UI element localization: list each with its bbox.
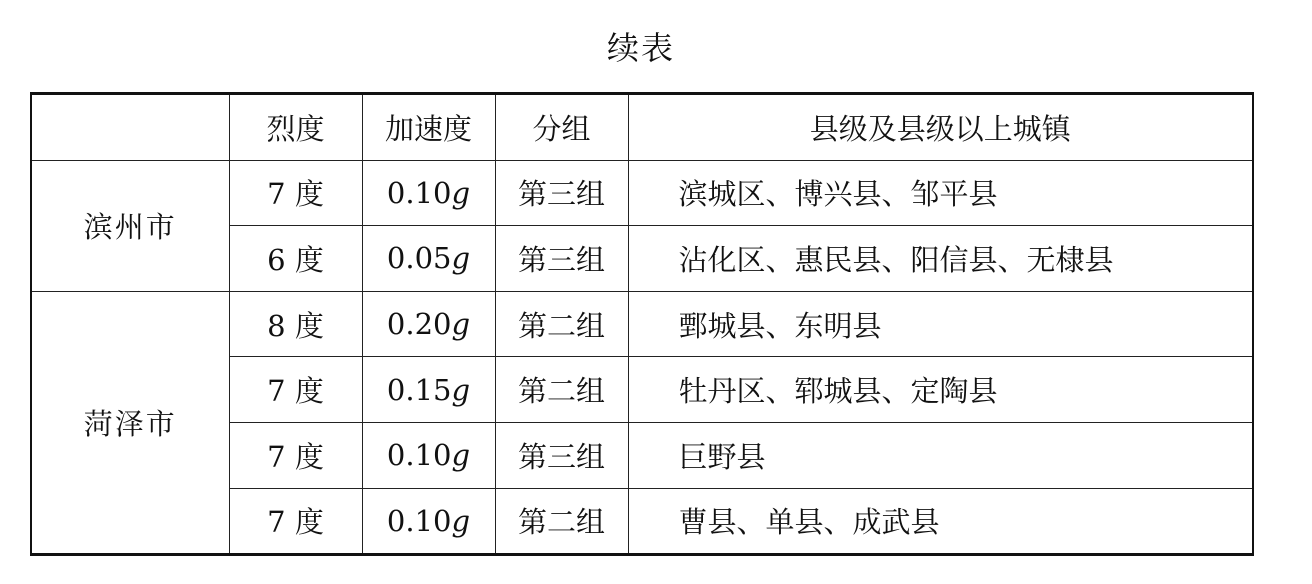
acceleration-unit: g <box>451 503 471 538</box>
intensity-cell: 7 度 <box>229 422 362 488</box>
table-title: 续表 <box>606 29 675 67</box>
city-cell: 滨州市 <box>31 160 229 291</box>
header-towns: 县级及县级以上城镇 <box>628 94 1253 161</box>
acceleration-unit: g <box>451 307 471 342</box>
city-cell: 菏泽市 <box>31 291 229 554</box>
group-cell: 第三组 <box>495 422 628 488</box>
acceleration-unit: g <box>451 372 471 407</box>
acceleration-cell <box>362 488 495 555</box>
acceleration-value: 0.10 <box>386 175 452 210</box>
group-cell: 第三组 <box>495 160 628 226</box>
towns-cell: 巨野县 <box>628 422 1253 488</box>
header-group: 分组 <box>495 94 628 161</box>
intensity-cell: 6 度 <box>229 226 362 292</box>
acceleration-unit: g <box>451 175 471 210</box>
intensity-cell: 7 度 <box>229 160 362 226</box>
table-row <box>31 291 1253 357</box>
group-cell: 第三组 <box>495 226 628 292</box>
towns-cell: 沾化区、惠民县、阳信县、无棣县 <box>628 226 1253 292</box>
acceleration-value: 0.20 <box>386 307 452 342</box>
acceleration-value: 0.10 <box>386 503 452 538</box>
acceleration-cell <box>362 226 495 292</box>
acceleration-cell <box>362 160 495 226</box>
group-cell: 第二组 <box>495 357 628 423</box>
intensity-cell: 7 度 <box>229 357 362 423</box>
header-intensity: 烈度 <box>229 94 362 161</box>
acceleration-unit: g <box>451 438 471 473</box>
group-cell: 第二组 <box>495 291 628 357</box>
acceleration-value: 0.15 <box>386 372 452 407</box>
acceleration-cell <box>362 422 495 488</box>
seismic-zoning-table <box>30 92 1254 556</box>
towns-cell: 滨城区、博兴县、邹平县 <box>628 160 1253 226</box>
towns-cell: 牡丹区、郓城县、定陶县 <box>628 357 1253 423</box>
intensity-cell: 8 度 <box>229 291 362 357</box>
table-row <box>31 160 1253 226</box>
header-acceleration: 加速度 <box>362 94 495 161</box>
acceleration-unit: g <box>451 241 471 276</box>
acceleration-cell <box>362 357 495 423</box>
header-blank-cell <box>31 94 229 161</box>
towns-cell: 曹县、单县、成武县 <box>628 488 1253 555</box>
towns-cell: 鄄城县、东明县 <box>628 291 1253 357</box>
acceleration-value: 0.10 <box>386 438 452 473</box>
header-row <box>31 94 1253 161</box>
acceleration-cell <box>362 291 495 357</box>
acceleration-value: 0.05 <box>386 241 452 276</box>
intensity-cell: 7 度 <box>229 488 362 555</box>
group-cell: 第二组 <box>495 488 628 555</box>
